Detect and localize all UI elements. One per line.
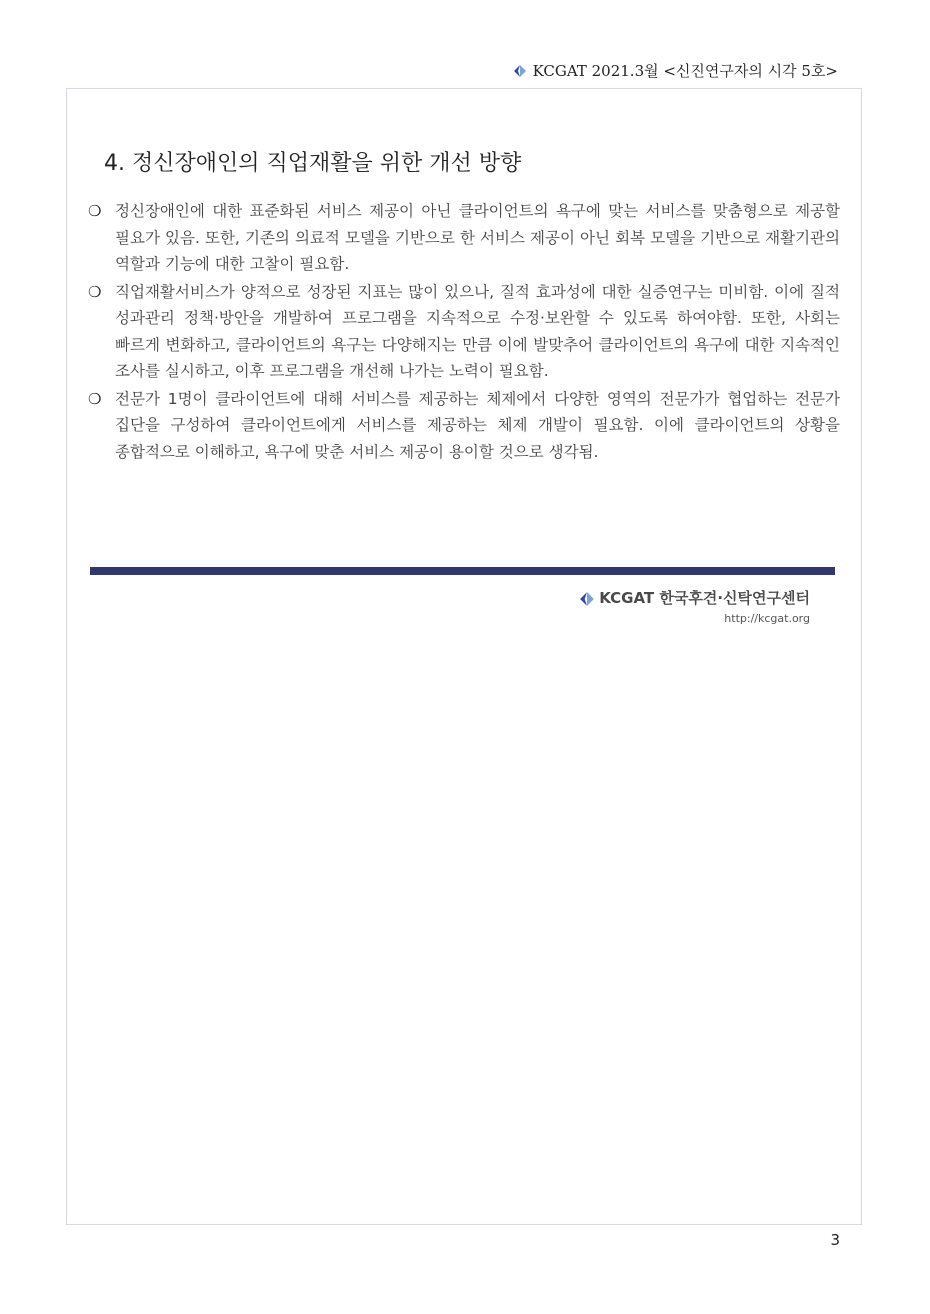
bullet-text: 전문가 1명이 클라이언트에 대해 서비스를 제공하는 체제에서 다양한 영역의 전문가가 협업하는 전문가 집단을 구성하여 클라이언트에게 서비스를 제공하는 체제 개발이 필요함. 이에 클라이언트의 상황을 종합적으로 이해하고, 욕구에 맞춘 서비스 제공이 용이할 것으로 생각됨. — [115, 389, 840, 461]
header-text: KCGAT 2021.3월 <신진연구자의 시각 5호> — [532, 62, 838, 80]
diamond-logo-icon — [579, 591, 593, 605]
diamond-logo-icon — [513, 64, 527, 78]
bullet-list — [88, 198, 840, 466]
list-item — [88, 198, 840, 278]
footer-logo — [579, 587, 810, 608]
list-item — [88, 386, 840, 466]
circle-bullet-icon: ❍ — [88, 202, 102, 220]
list-item — [88, 279, 840, 385]
page-header — [513, 60, 838, 81]
footer-org: KCGAT 한국후견·신탁연구센터 — [599, 589, 810, 607]
bullet-text: 정신장애인에 대한 표준화된 서비스 제공이 아닌 클라이언트의 욕구에 맞는 서비스를 맞춤형으로 제공할 필요가 있음. 또한, 기존의 의료적 모델을 기반으로 한 서비스 제공이 아닌 회복 모델을 기반으로 재활기관의 역할과 기능에 대한 고찰이 필요함. — [115, 202, 840, 273]
footer-divider — [90, 567, 835, 575]
circle-bullet-icon: ❍ — [88, 282, 102, 301]
bullet-text: 직업재활서비스가 양적으로 성장된 지표는 많이 있으나, 질적 효과성에 대한 실증연구는 미비함. 이에 질적 성과관리 정책·방안을 개발하여 프로그램을 지속적으로 수정·보완할 수 있도록 하여야함. 또한, 사회는 빠르게 변화하고, 클라이언트의 욕구는 다양해지는 만큼 이에 발맞추어 클라이언트의 욕구에 대한 지속적인 조사를 실시하고, 이후 프로그램을 개선해 나가는 노력이 필요함. — [115, 282, 840, 380]
section-title: 4. 정신장애인의 직업재활을 위한 개선 방향 — [104, 151, 522, 176]
circle-bullet-icon: ❍ — [88, 389, 102, 408]
footer-url[interactable]: http://kcgat.org — [724, 612, 810, 625]
page-number: 3 — [830, 1231, 840, 1249]
